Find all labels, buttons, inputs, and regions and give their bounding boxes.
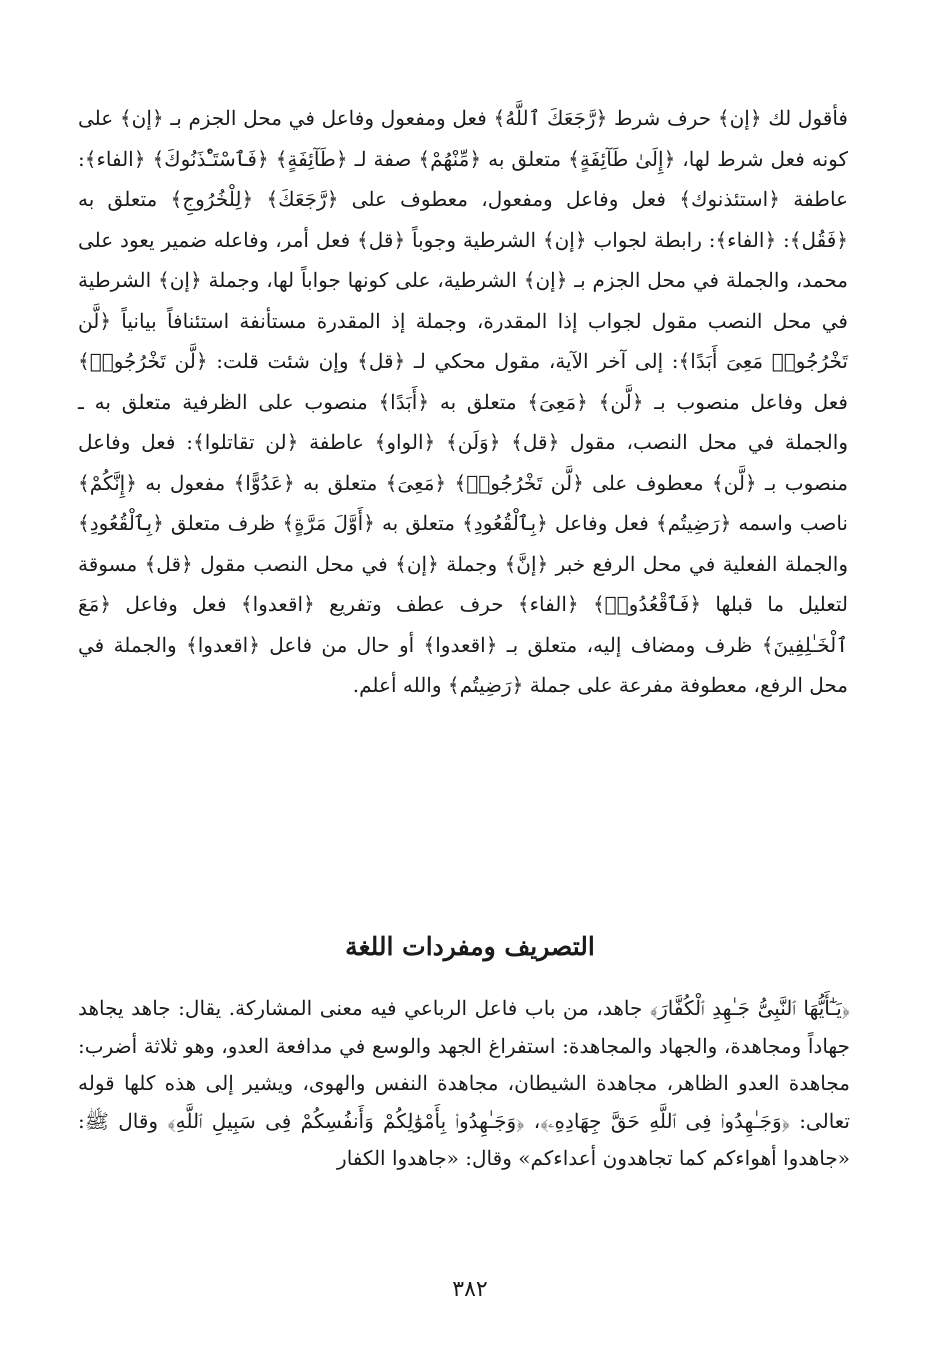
body-paragraph-grammar: فأقول لك ﴿إن﴾ حرف شرط ﴿رَّجَعَكَ ٱللَّهُ﴾ فعل ومفعول وفاعل في محل الجزم بـ ﴿إن﴾ على كونه فعل شرط لها، ﴿إِلَىٰ طَآئِفَةٍ﴾ متعلق به ﴿مِّنْهُمْ﴾ صفة لـ ﴿طَآئِفَةٍ﴾ ﴿فَٱسْتَـْٔذَنُوكَ﴾ ﴿الفاء﴾: عاطفة ﴿استئذنوك﴾ فعل وفاعل ومفعول، معطوف على ﴿رَّجَعَكَ﴾ ﴿لِلْخُرُوجِ﴾ متعلق به ﴿فَقُل﴾: ﴿الفاء﴾: رابطة لجواب ﴿إن﴾ الشرطية وجوباً ﴿قل﴾ فعل أمر، وفاعله ضمير يعود على محمد، والجملة في محل الجزم بـ ﴿إن﴾ الشرطية، على كونها جواباً لها، وجملة ﴿إن﴾ الشرطية في محل النصب مقول لجواب إذا المقدرة، وجملة إذ المقدرة مستأنفة استئنافاً بيانياً ﴿لَّن تَخْرُجُوا۟ مَعِىَ أَبَدًا﴾: إلى آخر الآية، مقول محكي لـ ﴿قل﴾ وإن شئت قلت: ﴿لَّن تَخْرُجُوا۟﴾ فعل وفاعل منصوب بـ ﴿لَّن﴾ ﴿مَعِىَ﴾ متعلق به ﴿أَبَدًا﴾ منصوب على الظرفية متعلق به ـ والجملة في محل النصب، مقول ﴿قل﴾ ﴿وَلَن﴾ ﴿الواو﴾ عاطفة ﴿لن تقاتلوا﴾: فعل وفاعل منصوب بـ ﴿لَّن﴾ معطوف على ﴿لَّن تَخْرُجُوا۟﴾ ﴿مَعِىَ﴾ متعلق به ﴿عَدُوًّا﴾ مفعول به ﴿إِنَّكُمْ﴾ ناصب واسمه ﴿رَضِيتُم﴾ فعل وفاعل ﴿بِٱلْقُعُودِ﴾ متعلق به ﴿أَوَّلَ مَرَّةٍ﴾ ظرف متعلق ﴿بِٱلْقُعُودِ﴾ والجملة الفعلية في محل الرفع خبر ﴿إنَّ﴾ وجملة ﴿إن﴾ في محل النصب مقول ﴿قل﴾ مسوقة لتعليل ما قبلها ﴿فَٱقْعُدُوا۟﴾ ﴿الفاء﴾ حرف عطف وتفريع ﴿اقعدوا﴾ فعل وفاعل ﴿مَعَ ٱلْخَـٰلِفِينَ﴾ ظرف ومضاف إليه، متعلق بـ ﴿اقعدوا﴾ أو حال من فاعل ﴿اقعدوا﴾ والجملة في محل الرفع، معطوفة مفرعة على جملة ﴿رَضِيتُم﴾ والله أعلم. — [78, 106, 848, 697]
section-heading: التصريف ومفردات اللغة — [345, 932, 595, 961]
body-paragraph-morphology: ﴿يَـٰٓأَيُّهَا ٱلنَّبِىُّ جَـٰهِدِ ٱلْكُفَّارَ﴾ جاهد، من باب فاعل الرباعي فيه معنى المشاركة. يقال: جاهد يجاهد جهاداً ومجاهدة، والجهاد والمجاهدة: استفراغ الجهد والوسع في مدافعة العدو، وهو ثلاثة أضرب: مجاهدة العدو الظاهر، مجاهدة الشيطان، مجاهدة النفس والهوى، ويشير إلى هذه كلها قوله تعالى: ﴿وَجَـٰهِدُوا۟ فِى ٱللَّهِ حَقَّ جِهَادِهِۦ﴾، ﴿وَجَـٰهِدُوا۟ بِأَمْوَٰلِكُمْ وَأَنفُسِكُمْ فِى سَبِيلِ ٱللَّهِ﴾ وقال ﷺ: «جاهدوا أهواءكم كما تجاهدون أعداءكم» وقال: «جاهدوا الكفار — [78, 996, 851, 1170]
page-number: ٣٨٢ — [452, 1277, 488, 1302]
